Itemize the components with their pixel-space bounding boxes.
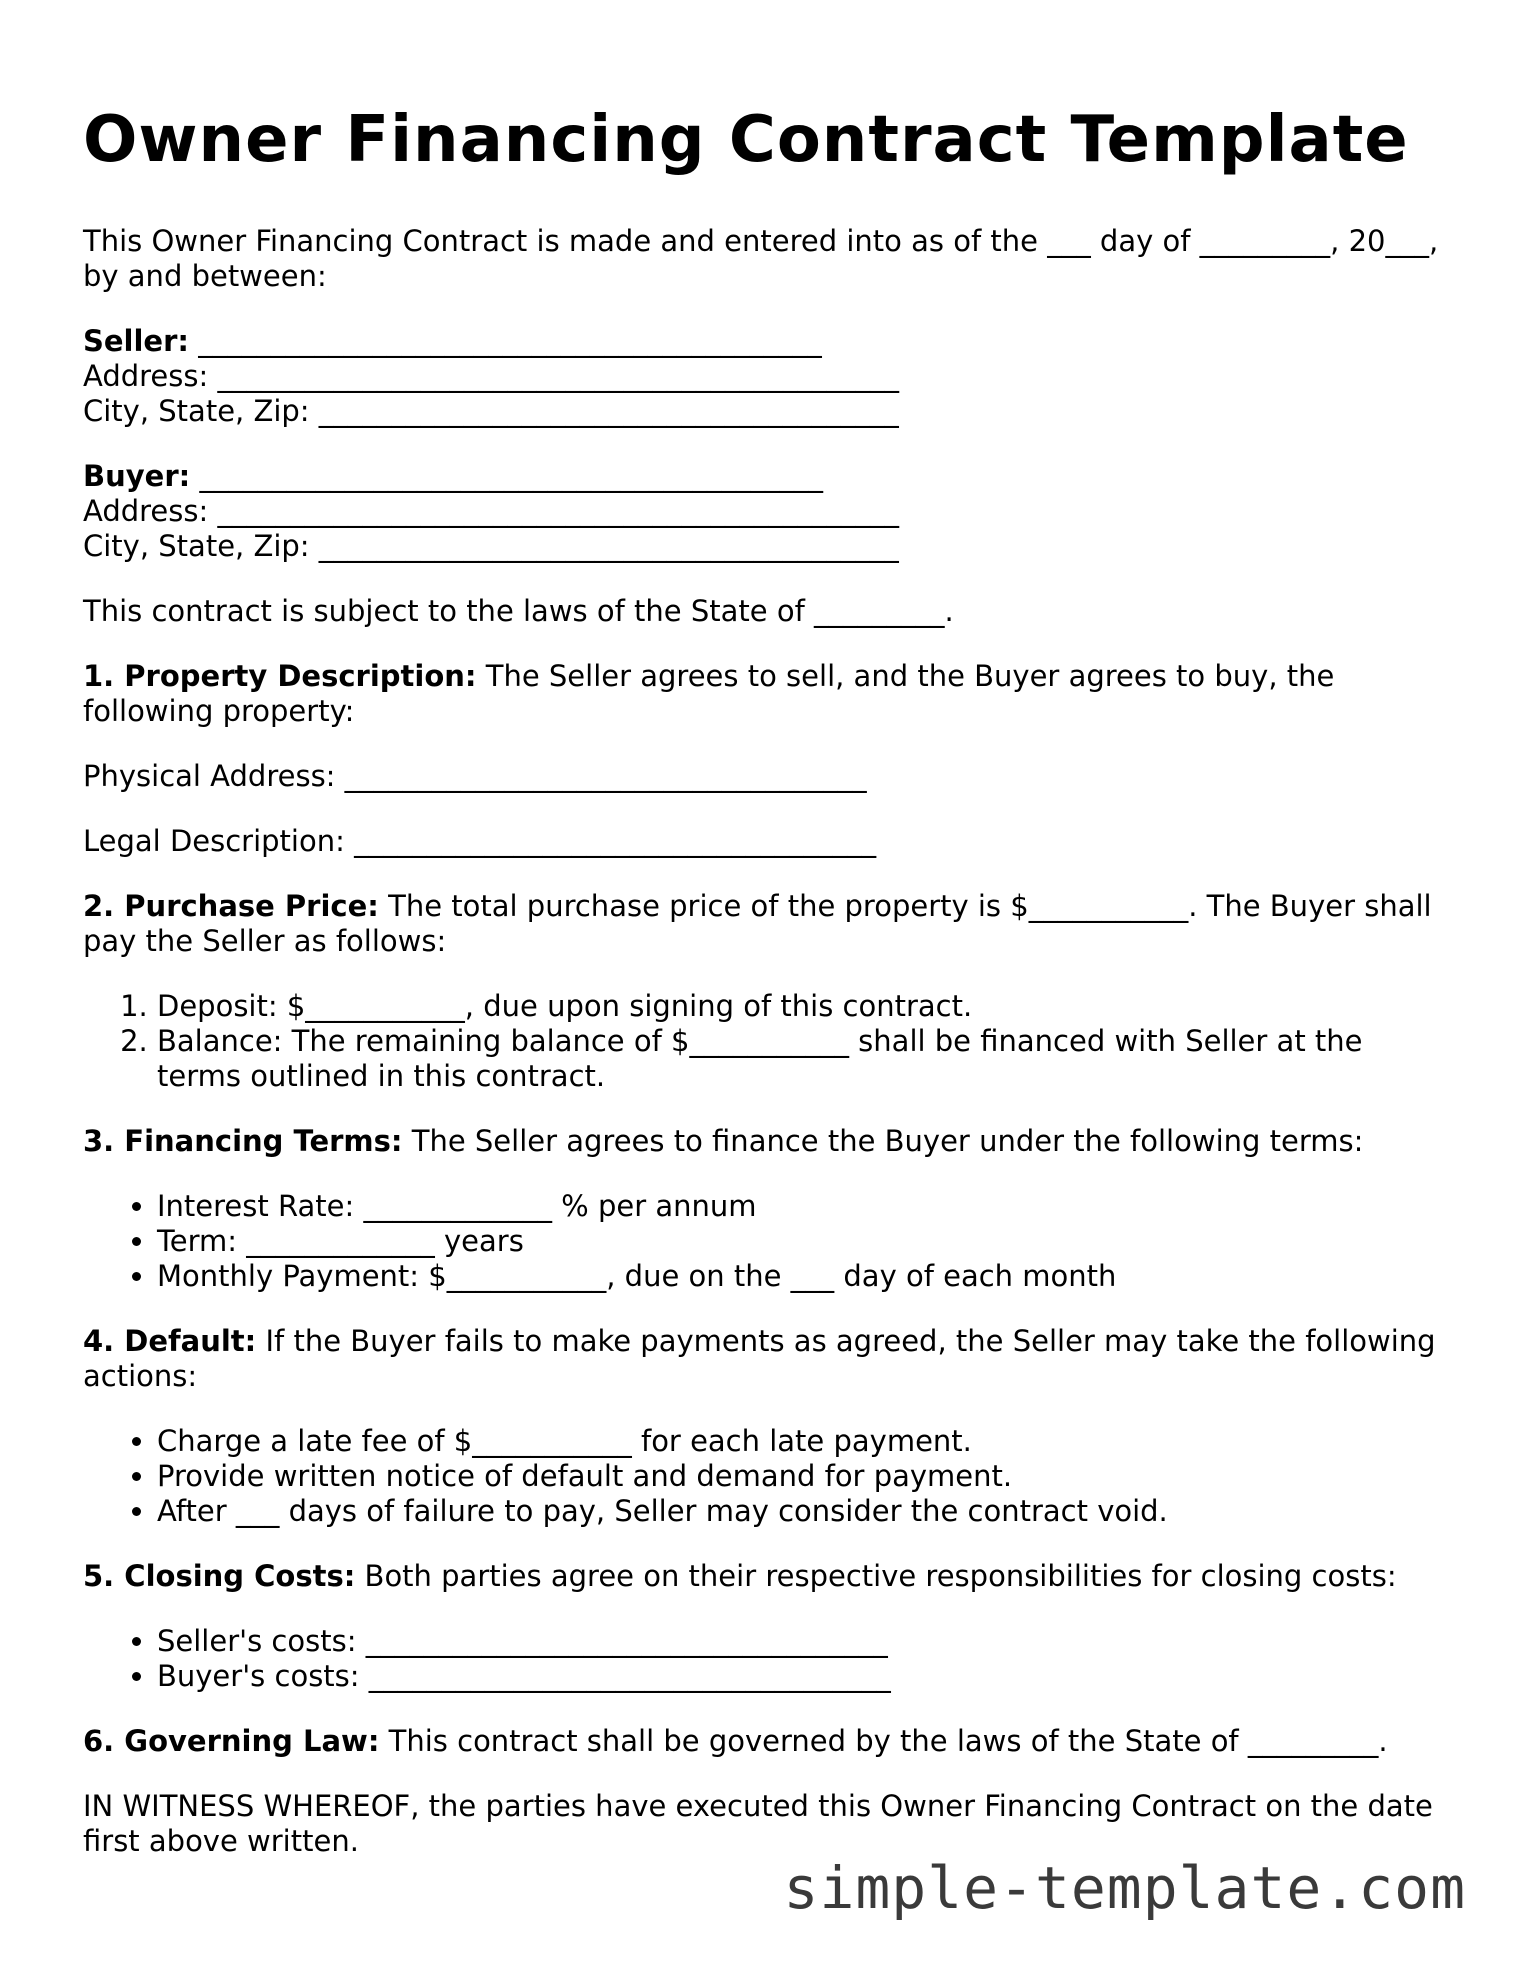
list-item: 2. Balance: The remaining balance of $___________ shall be financed with Seller at the terms outlined in this contract. [157, 1024, 1453, 1094]
section-2-heading: 2. Purchase Price: [83, 889, 379, 923]
legal-description-line: Legal Description: ____________________________________ [83, 824, 877, 858]
list-item: 1. Deposit: $___________, due upon signing of this contract. [157, 989, 1453, 1024]
intro-paragraph: This Owner Financing Contract is made and entered into as of the ___ day of _________, 20___, by and between: [83, 224, 1439, 293]
buyer-label: Buyer: [83, 459, 191, 493]
default-actions-list [83, 1424, 1453, 1529]
seller-city-line: City, State, Zip: ________________________________________ [83, 394, 899, 428]
list-item: • Charge a late fee of $___________ for each late payment. [157, 1424, 1453, 1459]
section-5-text: Both parties agree on their respective responsibilities for closing costs: [355, 1559, 1397, 1593]
page-title: Owner Financing Contract Template [83, 103, 1409, 177]
seller-address-line: Address: _______________________________________________ [83, 359, 899, 393]
buyer-city-line: City, State, Zip: ________________________________________ [83, 529, 899, 563]
document-page [83, 100, 1453, 1889]
section-4-text: If the Buyer fails to make payments as agreed, the Seller may take the following actions: [83, 1324, 1436, 1393]
buyer-address-line: Address: _______________________________________________ [83, 494, 899, 528]
list-item: • Provide written notice of default and demand for payment. [157, 1459, 1453, 1494]
section-1-paragraph [83, 659, 1453, 729]
section-2-text: The total purchase price of the property is $___________. The Buyer shall pay the Seller as follows: [83, 889, 1432, 958]
list-item: • Monthly Payment: $___________, due on the ___ day of each month [157, 1259, 1453, 1294]
list-item: • Interest Rate: _____________ % per annum [157, 1189, 1453, 1224]
section-1-text: The Seller agrees to sell, and the Buyer agrees to buy, the following property: [83, 659, 1335, 728]
list-item: • After ___ days of failure to pay, Seller may consider the contract void. [157, 1494, 1453, 1529]
seller-block [83, 324, 1453, 429]
section-6-paragraph [83, 1724, 1453, 1759]
section-3-text: The Seller agrees to finance the Buyer under the following terms: [402, 1124, 1364, 1158]
laws-statement: This contract is subject to the laws of the State of _________. [83, 594, 954, 628]
seller-label: Seller: [83, 324, 190, 358]
section-3-heading: 3. Financing Terms: [83, 1124, 403, 1158]
seller-name-blank: ___________________________________________ [189, 324, 822, 358]
purchase-price-list [83, 989, 1453, 1094]
list-item: • Term: _____________ years [157, 1224, 1453, 1259]
seller-name-line [83, 324, 1453, 359]
section-6-heading: 6. Governing Law: [83, 1724, 380, 1758]
section-4-paragraph [83, 1324, 1453, 1394]
financing-terms-list [83, 1189, 1453, 1294]
section-5-heading: 5. Closing Costs: [83, 1559, 356, 1593]
witness-paragraph: IN WITNESS WHEREOF, the parties have executed this Owner Financing Contract on the date first above written. [83, 1789, 1433, 1858]
list-item: • Seller's costs: ____________________________________ [157, 1624, 1453, 1659]
physical-address-line: Physical Address: ____________________________________ [83, 759, 867, 793]
buyer-block [83, 459, 1453, 564]
buyer-name-line [83, 459, 1453, 494]
section-1-heading: 1. Property Description: [83, 659, 477, 693]
section-2-paragraph [83, 889, 1453, 959]
closing-costs-list [83, 1624, 1453, 1694]
section-3-paragraph [83, 1124, 1453, 1159]
watermark-logo: simple-template.com [783, 1854, 1466, 1922]
buyer-name-blank: ___________________________________________ [190, 459, 823, 493]
section-4-heading: 4. Default: [83, 1324, 257, 1358]
list-item: • Buyer's costs: ____________________________________ [157, 1659, 1453, 1694]
section-6-text: This contract shall be governed by the laws of the State of _________. [379, 1724, 1388, 1758]
section-5-paragraph [83, 1559, 1453, 1594]
